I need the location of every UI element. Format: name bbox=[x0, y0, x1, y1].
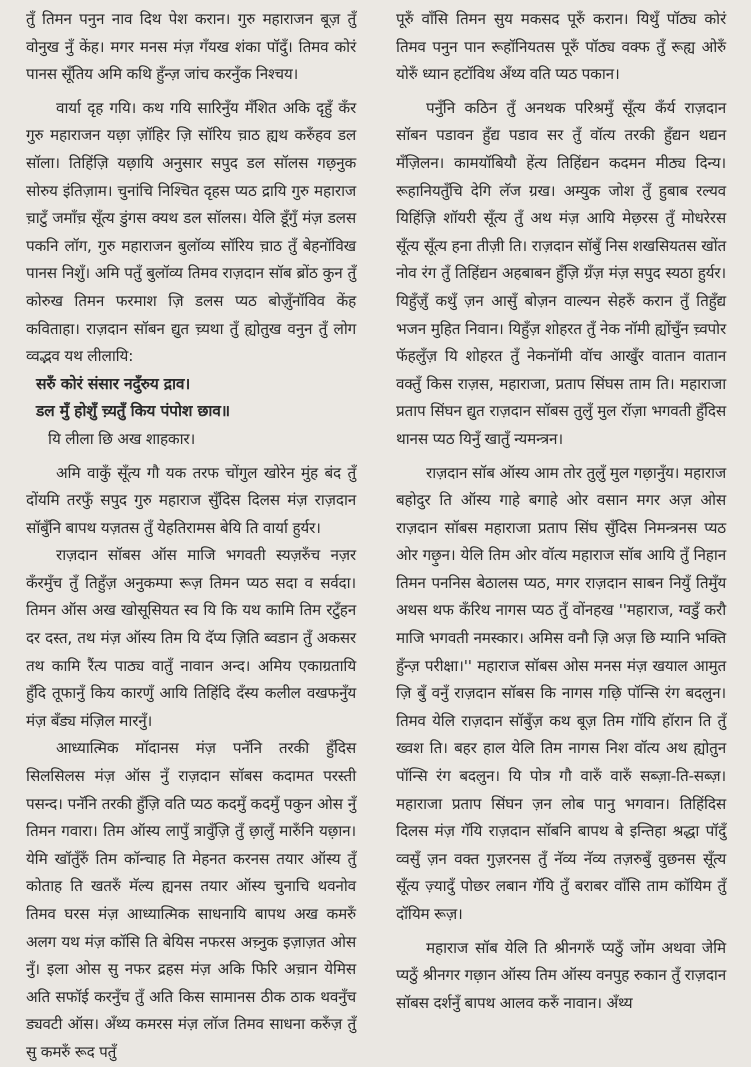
verse-line: डल मुँ होशुँ च़्यतुँ किय पंपोश छाव॥ bbox=[36, 402, 230, 421]
paragraph: महाराज सॉब येलि ति श्रीनगरुँ प्यठुँ जोंम अथवा जेमि प्यठुँ श्रीनगर गछ़ान ऑस्य तिम ऑस्य वनपुह रुकान तुँ राज़दान सॉबस दर्शनुँ बापथ आलव करुँ नावान। अँथ्य bbox=[396, 938, 726, 1012]
verse-block bbox=[36, 371, 356, 426]
verse-line: सरुँ कोरं संसार नदुँरुय द्राव। bbox=[36, 374, 191, 393]
right-text-column bbox=[396, 6, 726, 1017]
paragraph: अमि वाकुँ सूँत्य गौ यक तरफ चोंगुल खोरेन मुंह बंद तुँ दोंयमि तरफुँ सपुद गुरु महाराज सुँदिस दिलस मंज़ राज़दान सॉबुँनि बापथ यज़तस तुँ येहतिरामस बेयि ति वार्या हुर्यर। bbox=[26, 463, 356, 537]
paragraph: वार्या दृह गयि। कथ गयि सारिनुँय मँशित अकि दृहुँ कँर गुरु महाराजन यछ़ा ज़ॉहिर ज़ि सॉरिय च़ाठ ह्यथ करुँहव डल सॉला। तिहिंज़ि यछ़ायि अनुसार सपुद डल सॉलस गछ़नुक सोरुय इंतिज़ाम। चुनांचि निश्चित दृहस प्यठ द्रायि गुरु महाराज च़ाटुँ जमाँच़ सूँत्य डुंगस क्यथ डल सॉलस। येलि डूँगुँ मंज़ डलस पकनि लॉग, गुरु महाराजन बुलॉव्य सॉरिय च़ाठ तुँ बेहनॉविख पानस निशुँ। अमि पतुँ बुलॉव्य तिमव राज़दान सॉब ब्रोंठ कुन तुँ कोरुख तिमन फरमाश ज़ि डलस प्यठ बोज़ुँनॉविव केंह कविताहा। राज़दान सॉबन द्युत च़्यथा तुँ ह्योतुख वनुन तुँ लोग व्वद्भव यथ लीलायि: bbox=[26, 98, 356, 366]
paragraph: राज़दान सॉब ऑस्य आम तोर तुलुँ मुल गछ़ानुँय। महाराज बहोदुर ति ऑस्य गाहे बगाहे ओर वसान मगर अज़ ओस राज़दान सॉबस महाराजा प्रताप सिंघ सुँदिस निमन्त्रनस प्यठ ओर गछ़ुन। येलि तिम ओर वॉत्य महाराज सॉब आयि तुँ निहान तिमन पननिस बेठालस प्यठ, मगर राज़दान साबन नियुँ तिमुँय अथस थफ कँरिथ नागस प्यठ तुँ वोंनहख ''महाराज, ग्वडुँ करौ माजि भगवती नमस्कार। अमिस वनौ ज़ि अज़ छि म्यानि भक्ति हुँन्ज़ परीक्षा।'' महाराज सॉबस ओस मनस मंज़ खयाल आमुत ज़ि बुँ वनुँ राज़दान सॉबस कि नागस गछ़ि पॉन्सि रंग बदलुन। तिमव येलि राज़दान सॉबुँज़ कथ बूज़ तिम गॉयि हॉरान ति तुँ ख्वश ति। बहर हाल येलि तिम नागस निश वॉत्य अथ ह्योतुन पॉन्सि रंग बदलुन। यि पोत्र गौ वारुँ वारुँ सब्ज़ा-ति-सब्ज़। महाराजा प्रताप सिंघन ज़न लोब पानु भगवान। तिहिंदिस दिलस मंज़ गॅयि राज़दान सॉबनि बापथ बे इन्तिहा श्रद्धा पॉदुँ व्वसुँ ज़न वक्त गुज़रनस तुँ नॅव्य नॅव्य तज़रुबुँ वुछनस सूँत्य सूँत्य ज़्यादुँ पोछर लबान गॅयि तुँ बराबर वाँसि ताम कॉयिम तुँ दॉयिम रूज़। bbox=[396, 463, 726, 923]
paragraph: तुँ तिमन पनुन नाव दिथ पेश करान। गुरु महाराजन बूज़ तुँ वोनुख नुँ केंह। मगर मनस मंज़ गँयख शंका पॉदुँ। तिमव कोरं पानस सूँतिय अमि कथि हुँन्ज़ जांच करनुँक निश्चय। bbox=[26, 10, 356, 84]
paragraph: आध्यात्मिक मॉदानस मंज़ पनॅनि तरकी हुँदिस सिलसिलस मंज़ ऑस नुँ राज़दान सॉबस कदामत परस्ती पसन्द। पनॅनि तरकी हुँज़ि वति प्यठ कदमुँ कदमुँ पकुन ओस नुँ तिमन गवारा। तिम ऑस्य लापुँ त्रावुँज़ि तुँ छ़ालुँ मारुँनि यछ़ान। येमि खॉतुँरुँ तिम कॉन्चाह ति मेहनत करनस तयार ऑस्य तुँ कोताह ति खतरुँ मॅल्य ह्यनस तयार ऑस्य चुनाचि थवनोव तिमव घरस मंज़ आध्यात्मिक साधनायि बापथ अख कमरुँ अलग यथ मंज़ कॉसि ति बेयिस नफरस अच़्नुक इज़ाज़त ओस नुँ। इला ओस सु नफर द्रहस मंज़ अकि फिरि अच़ान येमिस अति सफॉई करनुँच तुँ अति किस सामानस ठीक ठाक थवनुँच ड्यवटी ऑस। अँथ्य कमरस मंज़ लॉज तिमव साधना करुँज़ तुँ सु कमरुँ रूद पतुँ bbox=[26, 739, 356, 1061]
paragraph: यि लीला छि अख शाहकार। bbox=[48, 429, 196, 448]
paragraph: राज़दान सॉबस ऑस माजि भगवती स्यज़रुँच नज़र कँरमुँच तुँ तिहुँज़ अनुकम्पा रूज़ तिमन प्यठ सदा व सर्वदा। तिमन ऑस अख खोसूसियत स्व यि कि यथ कामि तिम रटुँहन दर दस्त, तथ मंज़ ऑस्य तिम यि दॅप्य ज़िति ब्वडान तुँ अकसर तथ कामि रैंत्य पाठ्य वातुँ नावान अन्द। अमिय एकाग्रतायि हुँदि तूफानुँ किय कारणुँ आयि तिहिंदि दँस्य कलील वखफनुँय मंज़ बँड्य मंज़िल मारनुँ। bbox=[26, 546, 356, 730]
paragraph: पूरुँ वाँसि तिमन सुय मकसद पूरुँ करान। यिथुँ पॉठ्य कोरं तिमव पनुन पान रूहॉनियतस पूरुँ पॉठ्य वक्फ तुँ रूह्य ओरुँ योरुँ ध्यान हटॉविथ अँथ्य वति प्यठ पकान। bbox=[396, 10, 726, 84]
paragraph: पनुँनि कठिन तुँ अनथक परिश्रमुँ सूँत्य कँर्य राज़दान सॉबन पडावन हुँद्य पडाव सर तुँ वॉत्य तरकी हुँद्यन थद्यन मँज़िलन। कामयॉबियौ हेंत्य तिहिंद्यन कदमन मीठ्य दिन्य। रूहानियतुँचि देगि लॅज ग्रख। अम्युक जोश तुँ हुबाब रल्यव यिहिंज़ि शॉयरी सूँत्य तुँ अथ मंज़ आयि मेछ़रस तुँ मोधरेरस सूँत्य सूँत्य हना तीज़ी ति। राज़दान सॉबुँ निस शखसियतस खोंत नोव रंग तुँ तिहिंद्यन अहबाबन हुँज़ि ग्रँज़ मंज़ सपुद स्यठा हुर्यर। यिहुँज़ुँ कथुँ ज़न आसुँ बोज़न वाल्यन सेहरुँ करान तुँ तिहुँद्य भजन मुहित निवान। यिहुँज़ शोहरत तुँ नेक नॉमी ह्योंचुँन च़्वपोर फॅहलुँज़ यि शोहरत तुँ नेकनॉमी वॉच आखुँर वातान वातान वक्तुँ किस राज़स, महाराजा, प्रताप सिंघस ताम ति। महाराजा प्रताप सिंघन द्युत राज़दान सॉबस तुलुँ मुल रॉज़ा भगवती हुँदिस थानस प्यठ यिनुँ खातुँ न्यमन्त्रन। bbox=[396, 98, 726, 448]
left-text-column bbox=[26, 6, 356, 1067]
